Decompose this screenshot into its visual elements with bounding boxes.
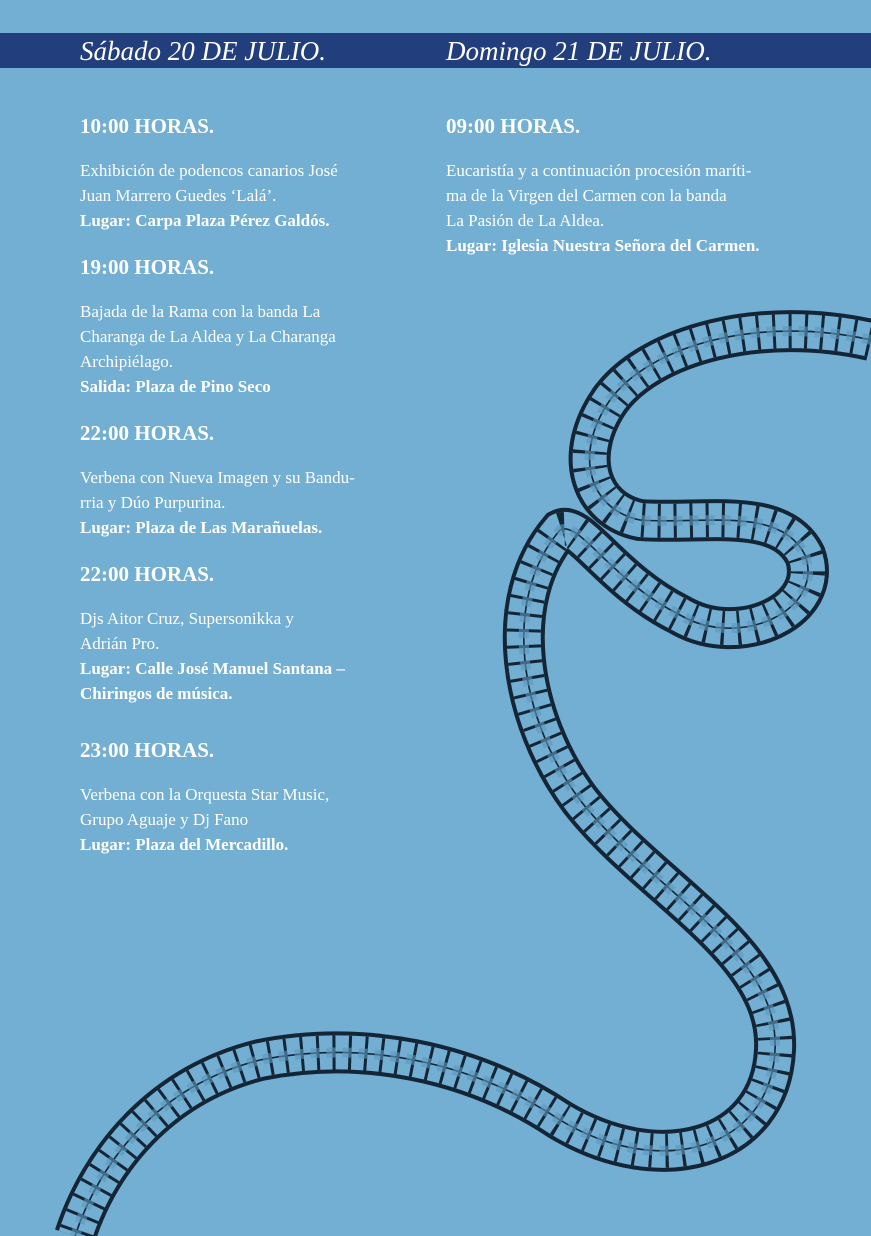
event-description: Exhibición de podencos canarios José Juan Marrero Guedes ‘Lalá’. [80, 161, 338, 205]
event-location: Lugar: Plaza del Mercadillo. [80, 835, 289, 854]
event-description: Verbena con la Orquesta Star Music, Grupo Aguaje y Dj Fano [80, 785, 330, 829]
event-description: Djs Aitor Cruz, Supersonikka y Adrián Pro. [80, 609, 294, 653]
saturday-schedule [80, 112, 425, 857]
event [80, 253, 425, 399]
event-description: Verbena con Nueva Imagen y su Bandu- rria y Dúo Purpurina. [80, 468, 355, 512]
event-location: Lugar: Plaza de Las Marañuelas. [80, 518, 323, 537]
event-location: Lugar: Calle José Manuel Santana – Chiringos de música. [80, 659, 345, 703]
event-description: Bajada de la Rama con la banda La Charanga de La Aldea y La Charanga Archipiélago. [80, 302, 336, 371]
event [80, 419, 425, 540]
event-location: Salida: Plaza de Pino Seco [80, 377, 271, 396]
event-description: Eucaristía y a continuación procesión maríti- ma de la Virgen del Carmen con la banda La Pasión de La Aldea. [446, 161, 752, 230]
event-time: 10:00 HORAS. [80, 114, 215, 138]
event-time: 22:00 HORAS. [80, 562, 215, 586]
event-time: 19:00 HORAS. [80, 255, 215, 279]
event [80, 736, 425, 857]
event [80, 560, 425, 706]
event-location: Lugar: Iglesia Nuestra Señora del Carmen. [446, 236, 760, 255]
event [446, 112, 846, 258]
event-time: 22:00 HORAS. [80, 421, 215, 445]
event-time: 23:00 HORAS. [80, 738, 215, 762]
event-time: 09:00 HORAS. [446, 114, 581, 138]
saturday-title: Sábado 20 DE JULIO. [80, 36, 326, 66]
event-location: Lugar: Carpa Plaza Pérez Galdós. [80, 211, 330, 230]
sunday-schedule [446, 112, 846, 258]
event [80, 112, 425, 233]
sunday-title: Domingo 21 DE JULIO. [446, 36, 712, 66]
